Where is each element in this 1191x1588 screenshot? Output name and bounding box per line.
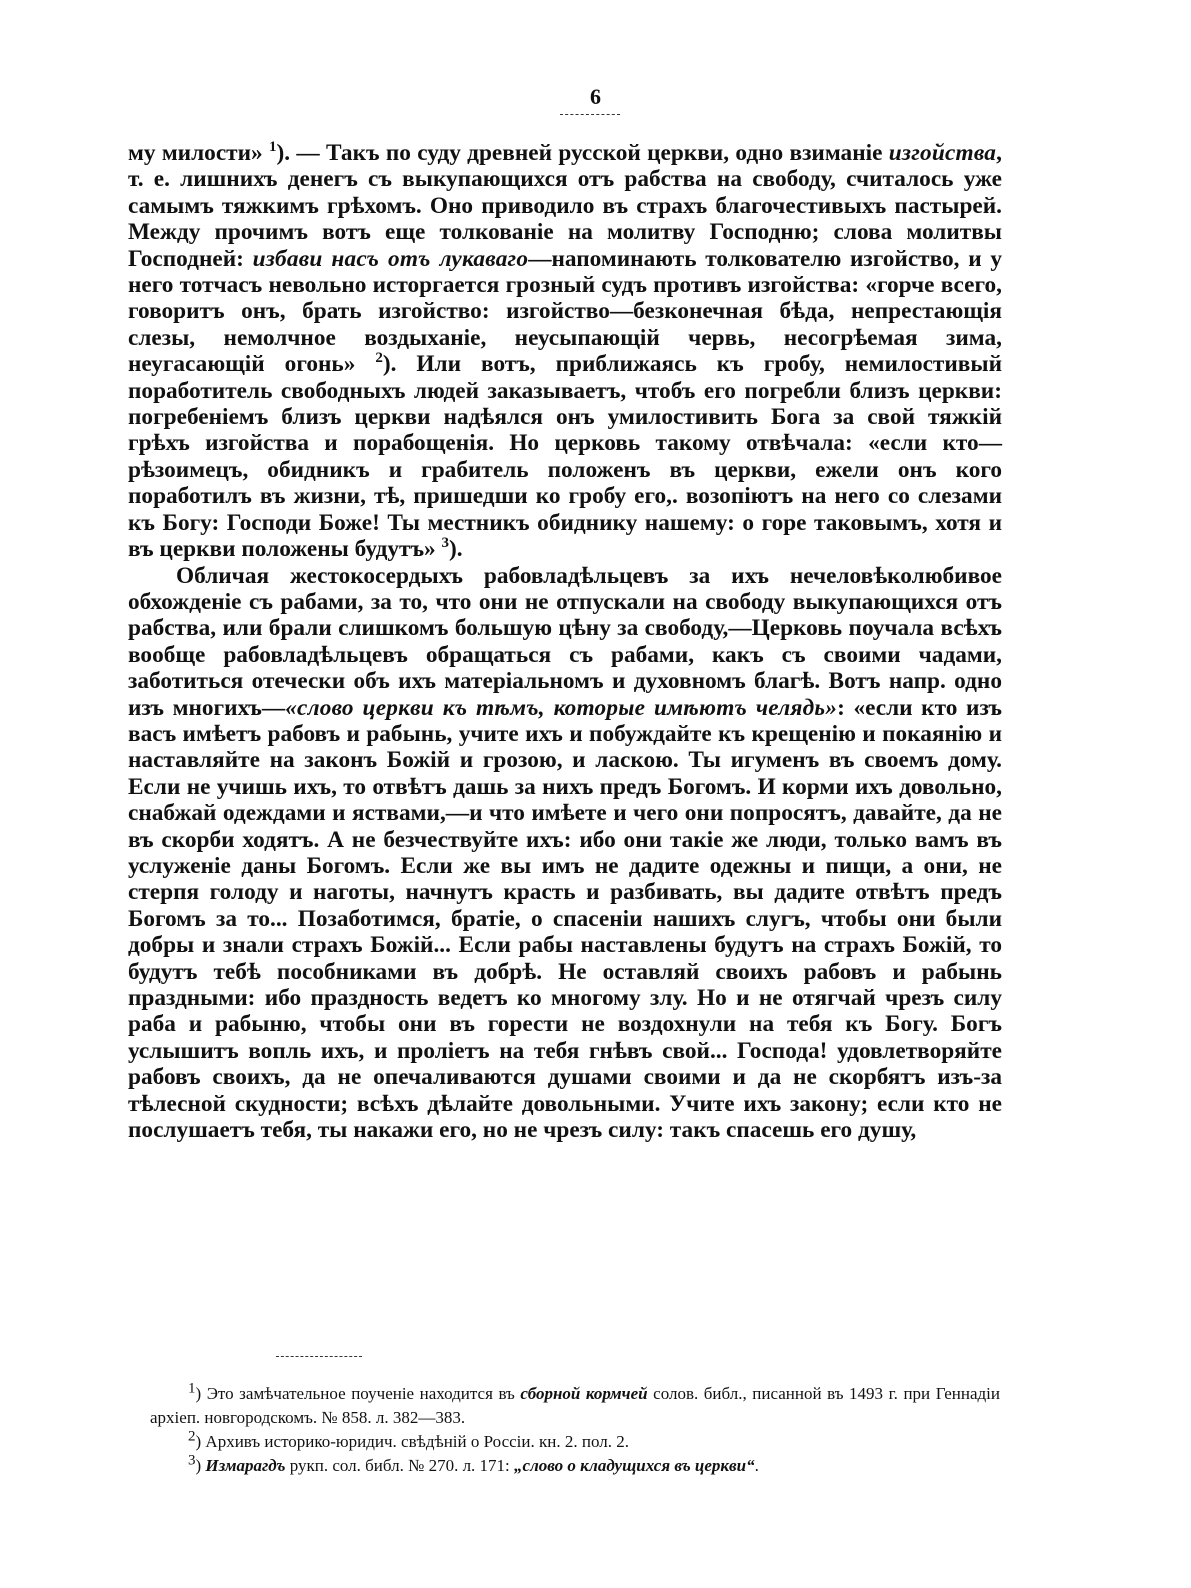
footnote-ref-2: 2 — [375, 350, 383, 367]
italic-quote: избави насъ отъ лукаваго — [252, 245, 529, 272]
footnote-3 — [150, 1454, 1000, 1478]
text-run: ) Архивъ историко-юридич. свѣдѣній о Россіи. кн. 2. пол. 2. — [195, 1432, 629, 1451]
footnotes — [150, 1382, 1000, 1478]
footnote-mark: 3 — [188, 1452, 196, 1469]
body-text — [128, 140, 1002, 1143]
text-run: ) Это замѣчательное поученіе находится въ — [195, 1384, 521, 1403]
text-run: ). — [449, 536, 463, 563]
text-run: ). Или вотъ, приближаясь къ гробу, немилостивый поработитель свободныхъ людей заказываетъ, чтобъ его погребли близъ церкви: погребеніемъ близъ церкви надѣялся онъ умилостивить Бога за свой тяжкій грѣхъ изгойства и порабощенія. Но церковь такому отвѣчала: «если кто—рѣзоимецъ, обидникъ и грабитель положенъ въ церкви, ежели онъ кого поработилъ въ жизни, тѣ, пришедши ко гробу его,. возопіютъ на него со слезами къ Богу: Господи Боже! Ты местникъ обиднику нашему: о горе таковымъ, хотя и въ церкви положены будутъ» — [128, 351, 1002, 563]
footnote-1 — [150, 1382, 1000, 1430]
text-run: —напоминають толкователю изгойство, и у него тотчасъ невольно исторгается грозный судъ противъ изгойства: «горче всего, говоритъ онъ, брать изгойство: изгойство—безконечная бѣда, непрестающія слезы, немолчное воздыханіе, неусыпающій червь, несогрѣемая зима, неугасающій огонь» — [128, 245, 1003, 378]
footnote-ref-1: 1 — [268, 139, 277, 156]
paragraph-1 — [128, 140, 1002, 563]
italic-term: изгойства — [888, 140, 997, 166]
footnote-mark: 2 — [188, 1428, 196, 1445]
text-run: солов. библ., писанной въ 1493 г. при Геннадіи архіеп. новгородскомъ. № 858. л. 382—383. — [150, 1384, 1000, 1427]
text-run: му милости» — [128, 140, 269, 166]
italic-term: Измарагдъ — [205, 1456, 286, 1475]
text-run: Обличая жестокосердыхъ рабовладѣльцевъ за ихъ нечеловѣколюбивое обхожденіе съ рабами, за то, что они не отпускали на свободу выкупающихся отъ рабства, или брали слишкомъ большую цѣну за свободу,—Церковь поучала всѣхъ вообще рабовладѣльцевъ обращаться съ рабами, какъ съ своими чадами, заботиться отечески объ ихъ матеріальномъ и духовномъ благѣ. Вотъ напр. одно изъ многихъ— — [128, 562, 1002, 721]
page-number-rule — [560, 114, 620, 115]
text-run: : «если кто изъ васъ имѣетъ рабовъ и рабынь, учите ихъ и побуждайте къ крещенію и покаянію и наставляйте на законъ Божій и грозою, и ласкою. Ты игуменъ въ своемъ дому. Если не учишь ихъ, то отвѣтъ дашь за нихъ предъ Богомъ. И корми ихъ довольно, снабжай одеждами и яствами,—и что имѣете и чего они попросятъ, давайте, да не въ скорби ходятъ. А не безчествуйте ихъ: ибо они такіе же люди, только вамъ въ услуженіе даны Богомъ. Если же вы имъ не дадите одежны и пищи, а они, не стерпя голоду и наготы, начнутъ красть и разбивать, вы дадите отвѣтъ предъ Богомъ за то... Позаботимся, братіе, о спасеніи нашихъ слугъ, чтобы они были добры и знали страхъ Божій... Если рабы наставлены будутъ на страхъ Божій, то будутъ тебѣ пособниками въ добрѣ. Не оставляй своихъ рабовъ и рабынь праздными: ибо праздность ведетъ ко многому злу. Но и не отягчай чрезъ силу раба и рабыню, чтобы они въ горести не воздохнули на тебя къ Богу. Богъ услышитъ вопль ихъ, и пролiетъ на тебя гнѣвъ свой... Господа! удовлетворяйте рабовъ своихъ, да не опечаливаются душами своими и да не скорбятъ изъ-за тѣлесной скудности; всѣхъ дѣлайте довольными. Учите ихъ закону; если кто не послушаетъ тебя, ты накажи его, но не чрезъ силу: такъ спасешь его душу, — [128, 694, 1002, 1144]
footnote-2 — [150, 1430, 1000, 1454]
text-run: рукп. сол. библ. № 270. л. 171: — [285, 1456, 515, 1475]
footnote-mark: 1 — [188, 1380, 196, 1397]
footnote-ref-3: 3 — [441, 535, 450, 552]
page-number: 6 — [590, 84, 601, 109]
footnote-rule — [276, 1356, 362, 1357]
text-run: ). — Такъ по суду древней русской церкви, одно взиманіе — [276, 140, 889, 166]
paragraph-2 — [128, 563, 1002, 1144]
text-run: ) — [195, 1456, 206, 1475]
italic-title: „слово о кладущихся въ церкви“ — [514, 1456, 755, 1475]
italic-term: сборной кормчей — [520, 1384, 648, 1403]
text-run: , т. е. лишнихъ денегъ съ выкупающихся отъ рабства на свободу, считалось уже самымъ тяжкимъ грѣхомъ. Оно приводило въ страхъ благочестивыхъ пастырей. Между прочимъ вотъ еще толкованіе на молитву Господню; слова молитвы Господней: — [128, 140, 1002, 272]
text-run: . — [754, 1456, 759, 1475]
italic-title: «слово церкви къ тѣмъ, которые имѣютъ челядь» — [285, 694, 838, 721]
